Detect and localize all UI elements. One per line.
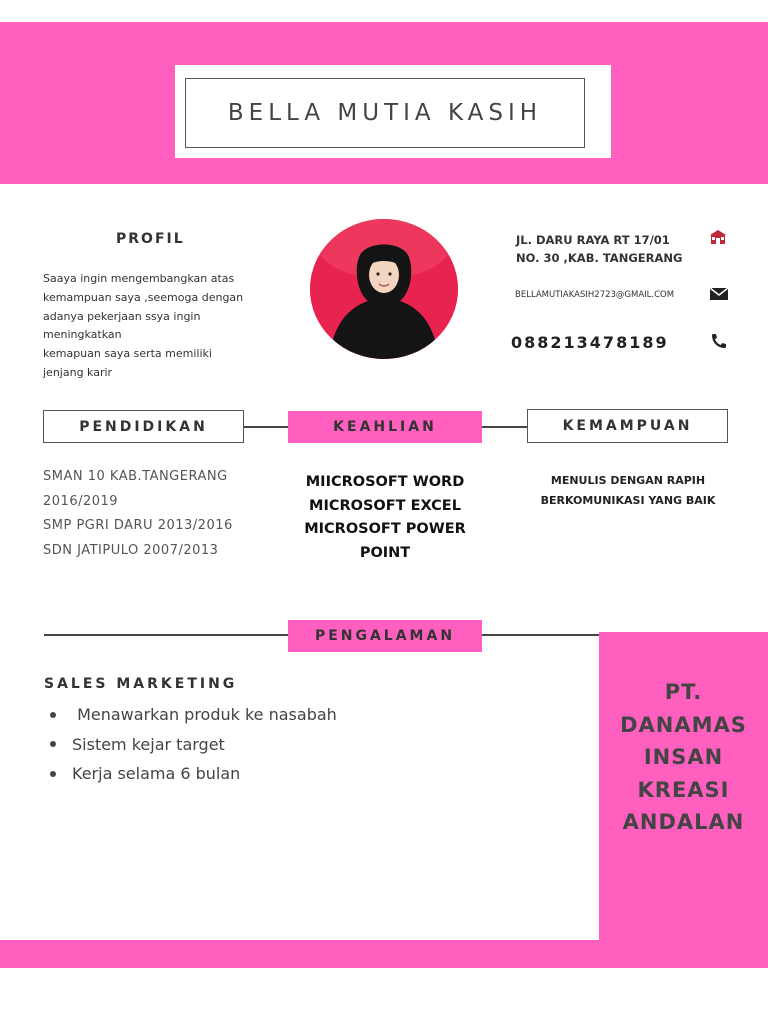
profile-line: adanya pekerjaan ssya ingin bbox=[43, 309, 201, 323]
person-portrait-icon bbox=[310, 219, 458, 359]
section-pengalaman-title: PENGALAMAN bbox=[288, 620, 482, 652]
company-line: DANAMAS bbox=[620, 712, 747, 737]
education-item: 2016/2019 bbox=[43, 493, 119, 509]
profile-line: kemampuan saya ,seemoga dengan bbox=[43, 290, 244, 304]
list-item bbox=[50, 700, 337, 730]
section-connector bbox=[482, 634, 599, 636]
ability-item: BERKOMUNIKASI YANG BAIK bbox=[540, 494, 716, 507]
name-frame bbox=[185, 78, 585, 148]
section-keahlian-title: KEAHLIAN bbox=[288, 411, 482, 443]
list-item bbox=[50, 759, 337, 789]
skill-item: MICROSOFT EXCEL bbox=[309, 497, 461, 514]
profile-line: jenjang karir bbox=[43, 365, 113, 379]
profile-text bbox=[43, 270, 278, 383]
bullet-icon bbox=[50, 771, 56, 777]
job-title: SALES MARKETING bbox=[44, 676, 238, 692]
section-pendidikan-title: PENDIDIKAN bbox=[43, 410, 244, 443]
section-kemampuan-title: KEMAMPUAN bbox=[527, 409, 728, 443]
job-duties-list bbox=[50, 700, 337, 789]
education-item: SDN JATIPULO 2007/2013 bbox=[43, 542, 219, 558]
phone-number: 088213478189 bbox=[511, 333, 669, 352]
email: BELLAMUTIAKASIH2723@GMAIL.COM bbox=[515, 290, 675, 300]
company-line: KREASI bbox=[637, 777, 730, 802]
skill-item: MIICROSOFT WORD bbox=[305, 474, 465, 490]
section-connector bbox=[244, 426, 290, 428]
duty-text: Menawarkan produk ke nasabah bbox=[72, 705, 337, 724]
skill-item: MICROSOFT POWER bbox=[304, 521, 466, 537]
profile-title: PROFIL bbox=[116, 231, 185, 247]
company-line: INSAN bbox=[643, 745, 724, 769]
address-line: NO. 30 ,KAB. TANGERANG bbox=[516, 251, 683, 265]
duty-text: Sistem kejar target bbox=[72, 734, 225, 754]
profile-line: Saaya ingin mengembangkan atas bbox=[43, 272, 235, 285]
education-item: SMAN 10 KAB.TANGERANG bbox=[43, 469, 228, 484]
company-line: ANDALAN bbox=[622, 810, 745, 834]
section-connector bbox=[44, 634, 288, 636]
section-connector bbox=[482, 426, 528, 428]
skills-list bbox=[290, 471, 480, 565]
profile-photo bbox=[310, 219, 458, 359]
bullet-icon bbox=[50, 741, 56, 747]
duty-text: Kerja selama 6 bulan bbox=[72, 764, 241, 783]
ability-item: MENULIS DENGAN RAPIH bbox=[550, 474, 706, 487]
skill-item: POINT bbox=[359, 544, 411, 561]
abilities-list bbox=[523, 471, 733, 511]
house-icon bbox=[708, 229, 728, 245]
education-list bbox=[43, 465, 233, 563]
address-line: JL. DARU RAYA RT 17/01 bbox=[516, 233, 670, 247]
profile-line: kemapuan saya serta memiliki bbox=[43, 347, 212, 361]
company-line: PT. bbox=[664, 680, 703, 704]
company-name bbox=[599, 676, 768, 839]
full-name: BELLA MUTIA KASIH bbox=[227, 100, 543, 126]
list-item bbox=[50, 730, 337, 760]
profile-line: meningkatkan bbox=[43, 328, 122, 342]
name-box bbox=[175, 65, 611, 158]
education-item: SMP PGRI DARU 2013/2016 bbox=[43, 518, 233, 533]
phone-icon bbox=[709, 333, 729, 349]
company-block bbox=[599, 632, 768, 942]
envelope-icon bbox=[709, 286, 729, 302]
footer-band bbox=[0, 940, 768, 968]
address bbox=[516, 231, 682, 267]
bullet-icon bbox=[50, 712, 56, 718]
